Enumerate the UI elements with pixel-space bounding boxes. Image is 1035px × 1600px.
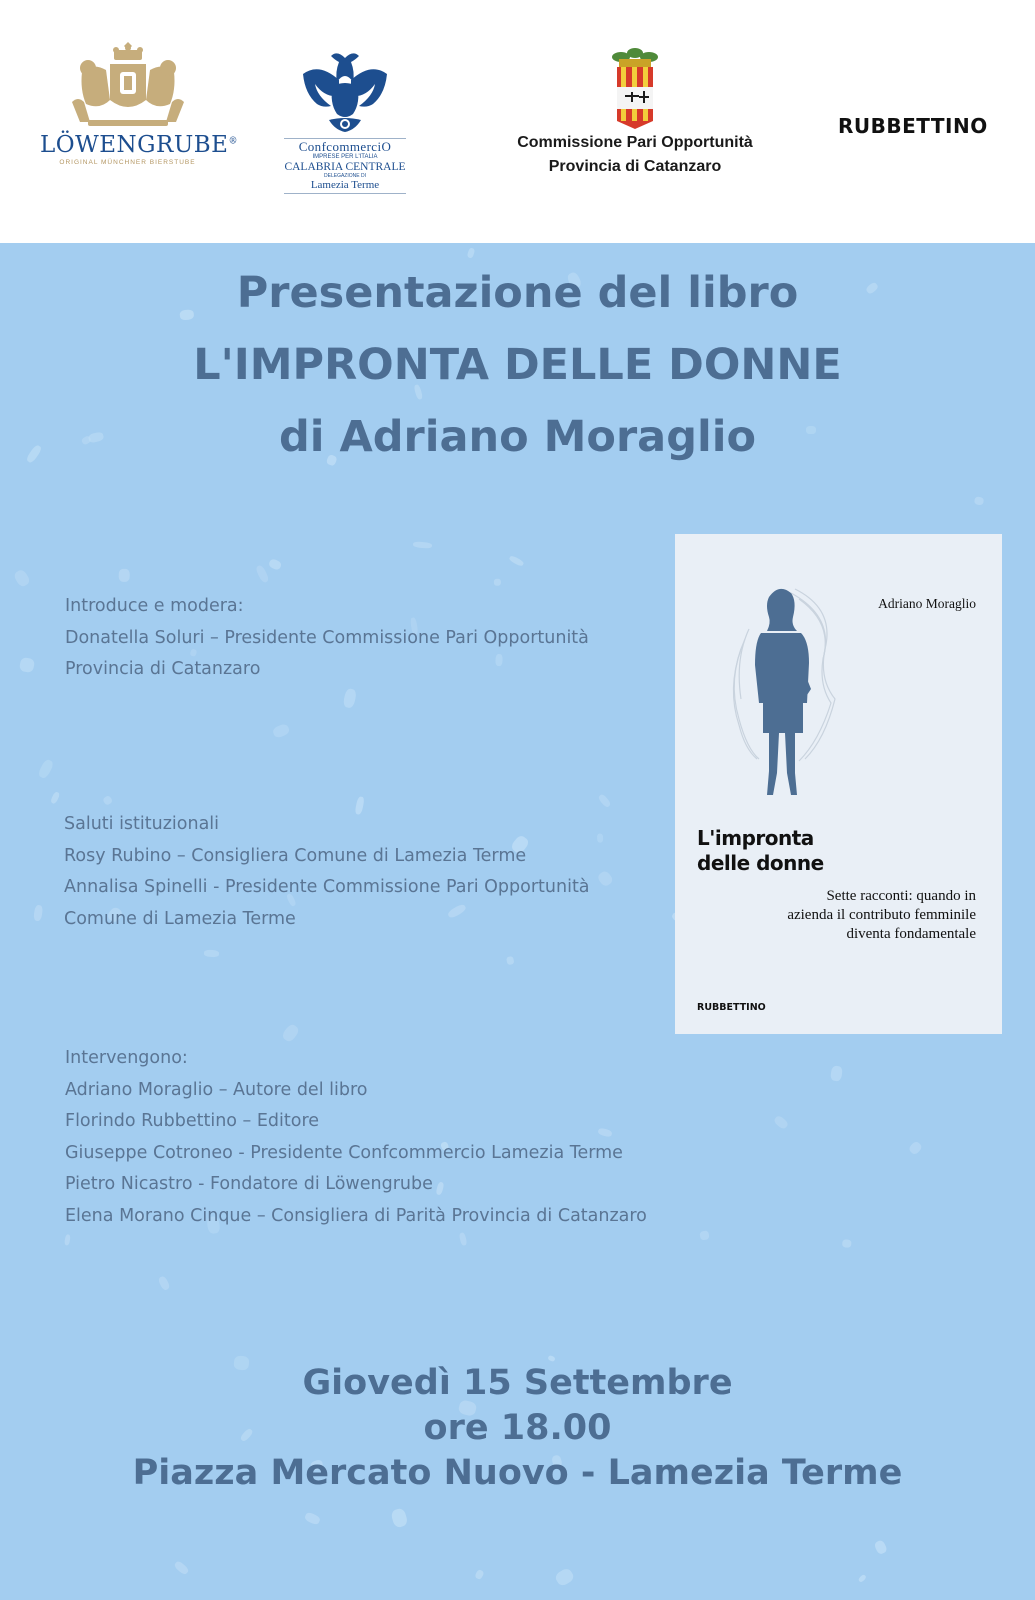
saluti-section [64, 809, 590, 935]
book-cover-title [697, 826, 824, 876]
speakers-heading: Intervengono: [65, 1048, 188, 1068]
background-fleck [598, 793, 612, 808]
saluti-line: Rosy Rubino – Consigliera Comune di Lamezia Terme [64, 845, 527, 866]
background-fleck [32, 904, 42, 921]
title-line-1: Presentazione del libro [236, 268, 799, 318]
confcommercio-name: ConfcommerciO [298, 139, 392, 154]
event-date: Giovedì 15 Settembre [302, 1363, 733, 1403]
background-fleck [773, 1114, 790, 1130]
event-time: ore 18.00 [423, 1408, 612, 1448]
cpo-province: Provincia di Catanzaro [548, 158, 722, 175]
background-fleck [18, 657, 34, 674]
lowengrube-wordmark: LÖWENGRUBE® [40, 132, 238, 158]
intro-heading: Introduce e modera: [65, 596, 244, 616]
book-cover-subtitle-line: azienda il contributo femminile [787, 907, 976, 923]
book-cover-subtitle-line: Sette racconti: quando in [826, 888, 976, 904]
confcommercio-region: CALABRIA CENTRALE [284, 161, 406, 173]
sponsor-logo-bar [0, 0, 1035, 243]
background-fleck [280, 1023, 300, 1044]
background-fleck [173, 1560, 190, 1576]
background-fleck [64, 1234, 71, 1245]
background-fleck [495, 579, 502, 586]
background-fleck [597, 834, 603, 843]
lowengrube-logo [40, 42, 238, 166]
intro-line: Provincia di Catanzaro [65, 659, 261, 679]
saluti-line: Comune di Lamezia Terme [64, 908, 296, 929]
background-fleck [254, 564, 270, 584]
intro-line: Donatella Soluri – Presidente Commissione Pari Opportunità [65, 627, 589, 648]
background-fleck [973, 497, 984, 506]
background-fleck [830, 1065, 843, 1081]
intro-section [65, 591, 589, 686]
eagle-icon [299, 50, 391, 134]
speaker-line: Pietro Nicastro - Fondatore di Löwengrube [65, 1174, 433, 1194]
book-cover [675, 534, 1002, 1034]
lowengrube-tagline: ORIGINAL MÜNCHNER BIERSTUBE [59, 159, 196, 166]
book-cover-subtitle [787, 887, 976, 944]
background-fleck [466, 247, 475, 258]
speakers-section [65, 1043, 647, 1232]
speaker-line: Adriano Moraglio – Autore del libro [65, 1079, 368, 1100]
confcommercio-city: Lamezia Terme [310, 179, 380, 191]
background-fleck [102, 794, 113, 805]
background-fleck [119, 569, 130, 582]
rubbettino-logo: RUBBETTINO [838, 114, 988, 138]
background-fleck [272, 722, 291, 739]
confcommercio-slogan: IMPRESE PER L'ITALIA [312, 154, 378, 160]
background-fleck [37, 758, 55, 780]
background-fleck [390, 1507, 409, 1529]
background-fleck [49, 792, 60, 806]
background-fleck [842, 1239, 851, 1247]
confcommercio-logo [280, 50, 410, 194]
confcommercio-delegation: DELEGAZIONE DI [324, 173, 366, 179]
background-fleck [459, 1233, 468, 1247]
background-fleck [157, 1275, 171, 1291]
cpo-provincia-logo [495, 47, 775, 179]
background-fleck [475, 1569, 485, 1580]
background-fleck [699, 1230, 709, 1240]
book-cover-publisher: RUBBETTINO [697, 1002, 766, 1013]
lion-crest-icon [68, 42, 188, 134]
confcommercio-text-box [284, 138, 406, 194]
book-cover-subtitle-line: diventa fondamentale [846, 926, 976, 942]
book-author: di Adriano Moraglio [279, 412, 756, 462]
book-cover-title-line: L'impronta [697, 826, 814, 850]
background-fleck [506, 956, 514, 965]
background-fleck [858, 1574, 867, 1583]
book-cover-title-line: delle donne [697, 851, 824, 875]
speaker-line: Florindo Rubbettino – Editore [65, 1111, 320, 1131]
background-fleck [343, 688, 358, 709]
background-fleck [907, 1141, 923, 1157]
background-fleck [596, 869, 614, 887]
speaker-line: Giuseppe Cotroneo - Presidente Confcommercio Lamezia Terme [65, 1142, 623, 1163]
event-location: Piazza Mercato Nuovo - Lamezia Terme [132, 1453, 903, 1493]
speaker-line: Elena Morano Cinque – Consigliera di Parità Provincia di Catanzaro [65, 1205, 647, 1226]
background-fleck [268, 558, 283, 571]
woman-silhouette-icon [725, 579, 855, 809]
background-fleck [554, 1566, 576, 1587]
background-fleck [508, 555, 524, 567]
background-fleck [873, 1539, 887, 1555]
background-fleck [304, 1512, 321, 1526]
background-fleck [413, 541, 432, 549]
book-title: L'IMPRONTA DELLE DONNE [193, 340, 842, 390]
background-fleck [204, 950, 220, 957]
cpo-name: Commissione Pari Opportunità [517, 134, 753, 151]
background-fleck [547, 1355, 556, 1363]
background-fleck [12, 568, 30, 588]
saluti-heading: Saluti istituzionali [64, 814, 220, 834]
provincia-coat-of-arms-icon [605, 47, 665, 131]
book-cover-author: Adriano Moraglio [878, 596, 976, 611]
saluti-line: Annalisa Spinelli - Presidente Commissione Pari Opportunità [64, 877, 590, 897]
